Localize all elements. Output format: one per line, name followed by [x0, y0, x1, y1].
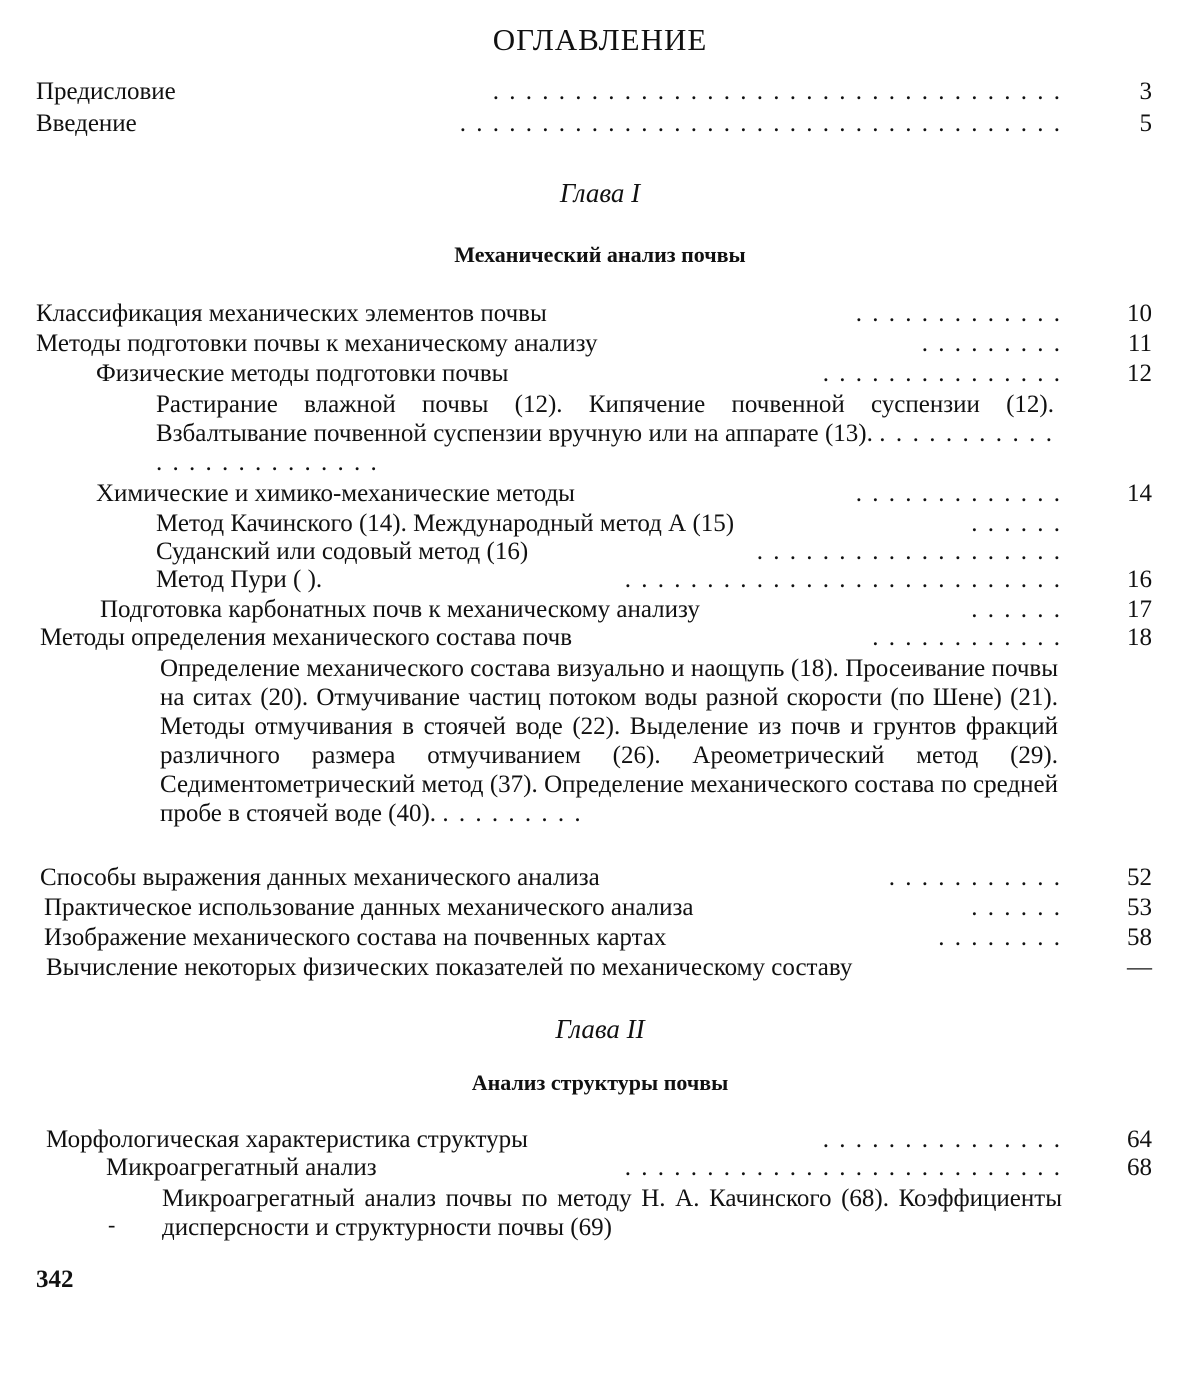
- toc-entry-text: Суданский или содовый метод (16): [156, 538, 529, 565]
- toc-entry-text: Метод Пури ( ).: [156, 566, 323, 593]
- toc-entry-text: Изображение механического состава на почвенных картах: [44, 924, 667, 951]
- toc-leader: . . . . . . . . . . . . . . . . . . . . . . . . . . .: [624, 566, 1062, 593]
- toc-page-number: 3: [1139, 78, 1152, 105]
- toc-entry: [36, 300, 1152, 328]
- toc-entry: [44, 924, 1152, 952]
- toc-leader: . . . . . . . . .: [442, 800, 583, 827]
- toc-subsection-paragraph: [160, 654, 1058, 828]
- toc-page-number: 52: [1127, 864, 1152, 891]
- toc-entry: [36, 330, 1152, 358]
- toc-page-number: 14: [1127, 480, 1152, 507]
- toc-entry: [36, 78, 1152, 106]
- toc-entry-text: Морфологическая характеристика структуры: [46, 1126, 528, 1153]
- toc-leader: . . . . . . . .: [938, 924, 1062, 951]
- toc-page-number: 17: [1127, 596, 1152, 623]
- toc-leader: . . . . . . . . . . . . . . . . . . . . . . . . . . . . . . . . . . .: [492, 78, 1062, 105]
- toc-entry-text: Вычисление некоторых физических показателей по механическому составу: [46, 954, 853, 981]
- toc-entry: [100, 596, 1152, 624]
- toc-paragraph-text: Микроагрегатный анализ почвы по методу Н. А. Качинского (68). Коэффициенты дисперсности и структурности почвы (69): [162, 1185, 1062, 1241]
- toc-subsection-paragraph: [156, 390, 1054, 477]
- toc-leader: . . . . . .: [971, 596, 1062, 623]
- toc-leader: . . . . . . . . . . . . .: [855, 480, 1062, 507]
- chapter-label: Глава II: [555, 1014, 645, 1044]
- toc-entry-text: Микроагрегатный анализ: [106, 1154, 377, 1181]
- page-number: 342: [36, 1266, 74, 1293]
- toc-entry: [96, 480, 1152, 508]
- toc-page-number: 53: [1127, 894, 1152, 921]
- toc-page-number: 18: [1127, 624, 1152, 651]
- toc-page-number: 12: [1127, 360, 1152, 387]
- toc-paragraph-text: Растирание влажной почвы (12). Кипячение почвенной суспензии (12). Взбалтывание почвенной суспензии вручную или на аппарате (13).: [156, 391, 1054, 447]
- chapter-title: Механический анализ почвы: [454, 242, 746, 267]
- chapter-label: Глава I: [559, 178, 641, 208]
- toc-entry-text: Способы выражения данных механического анализа: [40, 864, 600, 891]
- toc-page-number: 16: [1127, 566, 1152, 593]
- toc-leader: . . . . . . . . . . . . . . . . . . . . . . . . . . . . . . . . . . . . .: [459, 110, 1062, 137]
- toc-leader: . . . . . . . . .: [921, 330, 1062, 357]
- toc-leader: . . . . . . . . . . . .: [872, 624, 1062, 651]
- toc-entry: [96, 360, 1152, 388]
- stray-mark: -: [108, 1212, 116, 1237]
- toc-entry-text: Методы определения механического состава почв: [40, 624, 573, 651]
- toc-entry: [156, 538, 1152, 566]
- toc-leader: . . . . . . . . . . . . . . .: [822, 1126, 1062, 1153]
- toc-page-number: 64: [1127, 1126, 1152, 1153]
- toc-entry-text: Практическое использование данных механического анализа: [44, 894, 694, 921]
- toc-entry: [156, 510, 1152, 538]
- toc-entry: [40, 864, 1152, 892]
- toc-leader: . . . . . . . . . . .: [888, 864, 1062, 891]
- toc-entry-text: Предисловие: [36, 78, 176, 105]
- toc-page-number: 68: [1127, 1154, 1152, 1181]
- toc-leader: . . . . . . . . . . . . . . . . . . . . . . . . . . .: [624, 1154, 1062, 1181]
- toc-paragraph-text: Определение механического состава визуально и наощупь (18). Просеивание почвы на ситах (20). Отмучивание частиц потоком воды разной скорости (по Шене) (21). Методы отмучивания в стоячей воде (22). Выделение из почв и грунтов фракций различного размера отмучиванием (26). Ареометрический метод (29). Седиментометрический метод (37). Определение механического состава по средней пробе в стоячей воде (40).: [160, 655, 1058, 827]
- toc-leader: . . . . . . . . . . . . . . .: [822, 360, 1062, 387]
- toc-page-number: 10: [1127, 300, 1152, 327]
- toc-entry: [156, 566, 1152, 594]
- toc-entry: [106, 1154, 1152, 1182]
- toc-entry: [44, 894, 1152, 922]
- toc-entry-text: Метод Качинского (14). Международный метод А (15): [156, 510, 735, 537]
- toc-subsection-paragraph: [162, 1184, 1062, 1242]
- toc-page-number: 5: [1139, 110, 1152, 137]
- toc-entry: [46, 1126, 1152, 1154]
- toc-entry: [46, 954, 1152, 982]
- toc-page-number: 11: [1127, 330, 1152, 357]
- toc-leader: . . . . . . . . . . . . .: [855, 300, 1062, 327]
- chapter-title: Анализ структуры почвы: [471, 1070, 729, 1095]
- toc-entry: [40, 624, 1152, 652]
- toc-title: ОГЛАВЛЕНИЕ: [492, 22, 708, 57]
- toc-entry: [36, 110, 1152, 138]
- toc-entry-text: Классификация механических элементов почвы: [36, 300, 547, 327]
- toc-entry-text: Химические и химико-механические методы: [96, 480, 575, 507]
- toc-leader: . . . . . .: [971, 894, 1062, 921]
- toc-leader: . . . . . . . . . . . . . . . . . . . . . . . . .: [156, 420, 1055, 476]
- toc-entry-text: Методы подготовки почвы к механическому анализу: [36, 330, 598, 357]
- toc-entry-text: Введение: [36, 110, 137, 137]
- toc-entry-text: Физические методы подготовки почвы: [96, 360, 509, 387]
- toc-page-number: —: [1127, 954, 1152, 981]
- toc-leader: . . . . . . . . . . . . . . . . . . .: [756, 538, 1062, 565]
- toc-leader: . . . . . .: [971, 510, 1062, 537]
- toc-page-number: 58: [1127, 924, 1152, 951]
- toc-entry-text: Подготовка карбонатных почв к механическому анализу: [100, 596, 700, 623]
